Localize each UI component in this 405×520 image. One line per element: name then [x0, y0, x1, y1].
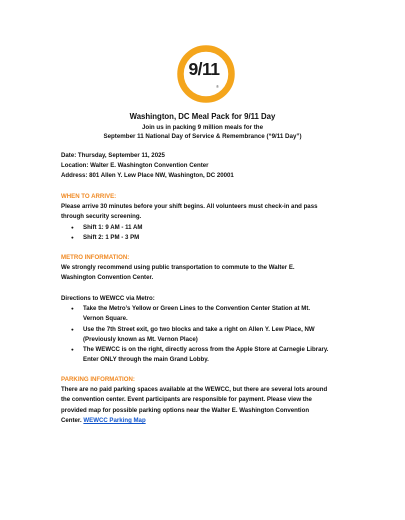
shift-item: ● Shift 2: 1 PM - 3 PM: [61, 233, 361, 243]
direction-step-line: ● Use the 7th Street exit, go two blocks and take a right on Allen Y. Lew Place, NW: [83, 325, 315, 333]
parking-section: [61, 375, 361, 426]
shift-item: ● Shift 1: 9 AM - 11 AM: [61, 223, 361, 233]
metro-heading: METRO INFORMATION:: [61, 254, 130, 261]
metro-directions: [61, 294, 361, 365]
arrive-text-line-2: through security screening.: [61, 213, 142, 221]
logo-registered-mark: ®: [216, 84, 219, 89]
parking-text-line-2: the convention center. Event participants are responsible for payment. Please view the: [61, 396, 312, 404]
direction-step-line: Enter ONLY through the main Grand Lobby.: [83, 356, 209, 364]
parking-map-link[interactable]: WEWCC Parking Map: [83, 416, 146, 424]
event-location: Location: Walter E. Washington Convention Center: [61, 162, 209, 170]
parking-text-line-4-text: Center.: [61, 416, 82, 424]
direction-step-line: Vernon Square.: [83, 315, 128, 323]
parking-text-line-1: There are no paid parking spaces available at the WEWCC, but there are several lots around: [61, 386, 328, 394]
parking-text-line-3: provided map for possible parking options near the Walter E. Washington Convention: [61, 406, 310, 414]
subtitle-line-1: Join us in packing 9 million meals for the: [141, 124, 264, 131]
page-title: Washington, DC Meal Pack for 9/11 Day: [129, 112, 276, 121]
event-logo: [176, 44, 236, 104]
subtitle-line-2: September 11 National Day of Service & Remembrance (“9/11 Day”): [103, 133, 302, 140]
arrive-section: [61, 192, 361, 243]
direction-step-line: ● The WEWCC is on the right, directly across from the Apple Store at Carnegie Library.: [83, 346, 329, 354]
event-address: Address: 801 Allen Y. Lew Place NW, Washington, DC 20001: [61, 172, 234, 180]
directions-label: Directions to WEWCC via Metro:: [61, 295, 155, 302]
direction-step: [61, 325, 361, 345]
event-date: Date: Thursday, September 11, 2025: [61, 152, 165, 159]
direction-step-line: (Previously known as Mt. Vernon Place): [83, 335, 198, 343]
direction-step: [61, 304, 361, 324]
direction-step: [61, 345, 361, 365]
event-details: [61, 151, 361, 182]
metro-text-line-1: We strongly recommend using public transportation to commute to the Walter E.: [61, 264, 295, 272]
metro-section: [61, 253, 361, 284]
arrive-heading: WHEN TO ARRIVE:: [61, 193, 117, 200]
logo-text: 9/11: [188, 59, 220, 79]
parking-text-line-4: [61, 416, 361, 426]
metro-text-line-2: Washington Convention Center.: [61, 274, 154, 282]
direction-step-line: ● Take the Metro’s Yellow or Green Lines to the Convention Center Station at Mt.: [83, 305, 311, 313]
arrive-text-line-1: Please arrive 30 minutes before your shift begins. All volunteers must check-in and pass: [61, 203, 318, 211]
parking-heading: PARKING INFORMATION:: [61, 376, 135, 383]
